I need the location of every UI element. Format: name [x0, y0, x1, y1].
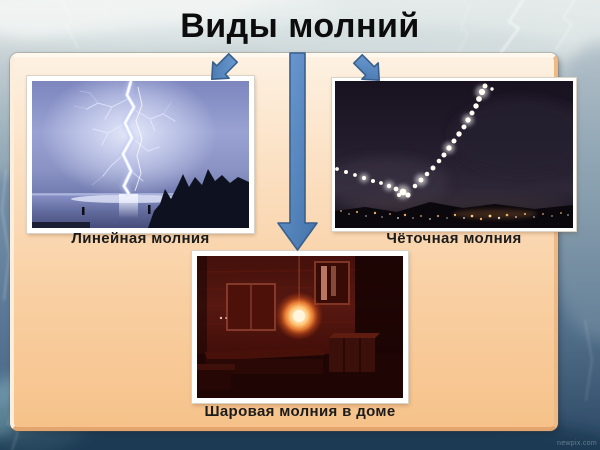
- ball-lightning-photo: [197, 256, 403, 398]
- linear-lightning-photo: [32, 81, 249, 228]
- figure-linear-lightning: [27, 76, 254, 233]
- figure-ball-lightning: [192, 251, 408, 403]
- watermark: newpix.com: [557, 440, 597, 447]
- caption-linear-lightning: Линейная молния: [71, 230, 210, 247]
- caption-bead-lightning: Чёточная молния: [386, 230, 522, 247]
- slide-title: Виды молний: [180, 7, 420, 45]
- caption-ball-lightning: Шаровая молния в доме: [204, 403, 396, 420]
- figure-bead-lightning: [332, 78, 576, 231]
- bead-lightning-photo: [335, 81, 573, 228]
